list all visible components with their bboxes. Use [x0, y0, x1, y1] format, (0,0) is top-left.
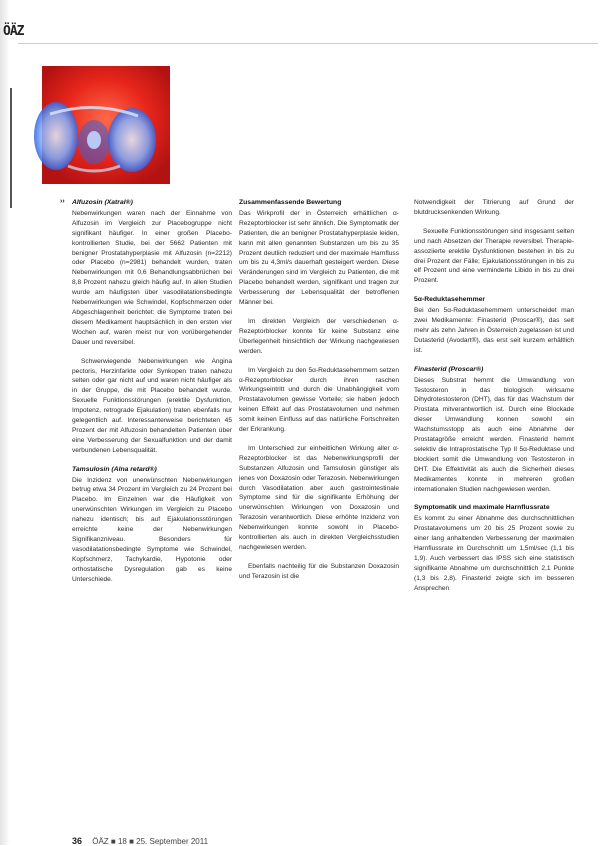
header-brand: ÖÄZ: [3, 24, 24, 39]
section-heading-alfuzosin: Alfuzosin (Xatral®): [72, 199, 133, 206]
page-number: 36: [72, 836, 83, 846]
section-heading-summary: Zusammenfassende Bewertung: [239, 199, 342, 206]
paragraph: Schwerwiegende Nebenwirkungen wie Angina pectoris, Herzinfarkte oder Synkopen traten nahezu selten oder gar nicht auf und waren nicht häufiger als in der Gruppe, die mit Placebo behandelt wurde. Sexuelle Funktionsstörungen (erektile Dysfunktion, Impotenz, retrograde Ejakulation) traten ebenfalls nur gelegentlich auf. Interessanterweise berichteten 45 Prozent der mit Alfuzosin behandelten Patienten über eine Verbesserung der Sexualfunktion und der damit verbundenen Lebensqualität.: [72, 357, 232, 454]
paragraph: Das Wirkprofil der in Österreich erhältlichen α-Rezeptorblocker ist sehr ähnlich. Die Symptomatik der Patienten, die an benigner Prostatahyperplasie leiden, kann mit allen genannten Substanzen um bis zu 35 Prozent deutlich reduziert und der maximale Harnfluss um bis zu 4,3ml/s dauerhaft gesteigert werden. Diese Veränderungen sind im Vergleich zu Patienten, die mit Placebo behandelt werden, signifikant und tragen zur Verbesserung der Lebensqualität der betroffenen Männer bei.: [239, 209, 399, 307]
section-heading-tamsulosin: Tamsulosin (Alna retard®): [72, 465, 157, 473]
paragraph: Notwendigkeit der Titrierung auf Grund der blutdrucksenkenden Wirkung.: [414, 199, 574, 216]
paragraph: Ebenfalls nachteilig für die Substanzen Doxazosin und Terazosin ist die: [239, 562, 399, 580]
paragraph: Im Vergleich zu den 5α-Reduktasehemmern setzen α-Rezeptorblocker durch ihren raschen Wirkungseintritt und durch die Unabhängigkeit vom Prostatavolumen gewisse Vorteile; sie haben jedoch keinen Effekt auf das Prostatavolumen und nehmen somit keinen Einfluss auf das natürliche Fortschreiten der Erkrankung.: [239, 366, 399, 434]
paragraph: Es kommt zu einer Abnahme des durchschnittlichen Prostatavolumens um 20 bis 25 Prozent sowie zu einer lang anhaltenden Verbesserung der maximalen Harnflussrate im Durchschnitt um 1,5ml/sec (1,1 bis 1,9). Auch verbessert das IPSS sich eine statistisch signifikante Abnahme um durchschnittlich 2,1 Punkte (1,3 bis 2,8). Finasterid zeigte sich im besseren Ansprechen: [414, 515, 574, 592]
paragraph: Dieses Substrat hemmt die Umwandlung von Testosteron in das biologisch wirksame Dihydrotestosteron (DHT), das für das Wachstum der Prostata mitverantwortlich ist. Durch eine Blockade dieser Umwandlung konnen sowohl ein Wachstumsstopp als auch eine Abnahme der Prostatagröße erreicht werden. Finasterid hemmt selektiv die Intraprostatische Typ II 5α-Reduktase und blockiert somit die Umwandlung von Testosteron in DHT. Die Effektivität als auch die Sicherheit dieses Medikamentes konnte in mehreren großen internationalen Studien nachgewiesen werden.: [414, 376, 574, 493]
article-continuation-arrow: ››: [60, 198, 65, 205]
section-heading-symptomatik: Symptomatik und maximale Harnflussrate: [414, 504, 550, 512]
issue-info: ÖÄZ ■ 18 ■ 25. September 2011: [92, 837, 209, 846]
column-2: [239, 198, 399, 591]
paragraph: Die Inzidenz von unerwünschten Nebenwirkungen betrug etwa 34 Prozent im Vergleich zu 24 Prozent bei Placebo. Im Einzelnen war die Häufigkeit von unerwünschten Wirkungen im Vergleich zu Placebo nahezu identisch; bis auf Ejakulationsstörungen erreichte keine der Nebenwirkungen Signifikanzniveau. Besonders für vasodilatationsbedingte Symptome wie Schwindel, Kopfschmerz, Tachykardie, Hypotonie oder orthostatische Dysregulation gab es keine Unterschiede.: [72, 476, 232, 583]
paragraph: Bei den 5α-Reduktasehemmern unterscheidet man zwei Medikamente: Finasterid (Proscar®), das seit mehr als zehn Jahren in Österreich zugelassen ist und Dutasterid (Avodart®), das erst seit kurzem erhältlich ist.: [414, 307, 574, 354]
column-3: [414, 198, 574, 603]
paragraph: Im Unterschied zur einheitlichen Wirkung aller α-Rezeptorblocker ist das Nebenwirkungsprofil der Substanzen Alfuzosin und Tamsulosin günstiger als jenes von Doxazosin oder Terazosin. Nebenwirkungen durch Vasodilatation aber auch gastrointestinale Symptome sind für die signifikante Erhöhung der unerwünschten Wirkungen von Doxazosin und Terazosin verantwortlich. Diese erhöhte Inzidenz von Nebenwirkungen konnte sowohl in Placebo-kontrollierten als auch in direkten Vergleichsstudien nachgewiesen werden.: [239, 444, 399, 551]
section-heading-finasterid: Finasterid (Proscar®): [414, 365, 484, 373]
xray-illustration: [20, 44, 170, 184]
scan-edge: [0, 0, 10, 845]
paragraph: Sexuelle Funktionsstörungen sind insgesamt selten und nach Absetzen der Therapie reversibel. Therapie-assoziierte erektile Dysfunktionen bestehen in bis zu drei Prozent der Fälle; Ejakulationsstörungen in bis zu elf Prozent und eine verminderte Libido in bis zu drei Prozent.: [414, 227, 574, 285]
xray-photo: [20, 44, 170, 184]
paragraph: Nebenwirkungen waren nach der Einnahme von Alfuzosin im Vergleich zur Placebogruppe nicht signifikant häufiger. In einer großen Placebo-kontrollierten Studie, bei der 5662 Patienten mit benigner Prostatahyperplasie mit Alfuzosin (n=2212) oder Placebo (n=2981) behandelt wurden, traten Nebenwirkungen mit 0,6 Behandlungsabbrüchen bei 8,8 Prozent nahezu gleich häufig auf. In allen Studien wurde am häufigsten über vasodilatationsbedingte Nebenwirkungen wie Schwindel, Kopfschmerzen oder Abgeschlagenheit berichtet: die Symptome traten bei diesem Medikament hauptsächlich in den ersten vier Wochen auf, waren meist nur von vorübergehender Dauer und reversibel.: [72, 209, 232, 346]
paragraph: Im direkten Vergleich der verschiedenen α-Rezeptorblocker konnte für keine Substanz eine Überlegenheit hinsichtlich der Wirkung nachgewiesen werden.: [239, 317, 399, 355]
section-heading-5a-reductase: 5α-Reduktasehemmer: [414, 296, 486, 304]
column-1: [72, 198, 232, 594]
margin-rule: [10, 88, 12, 208]
